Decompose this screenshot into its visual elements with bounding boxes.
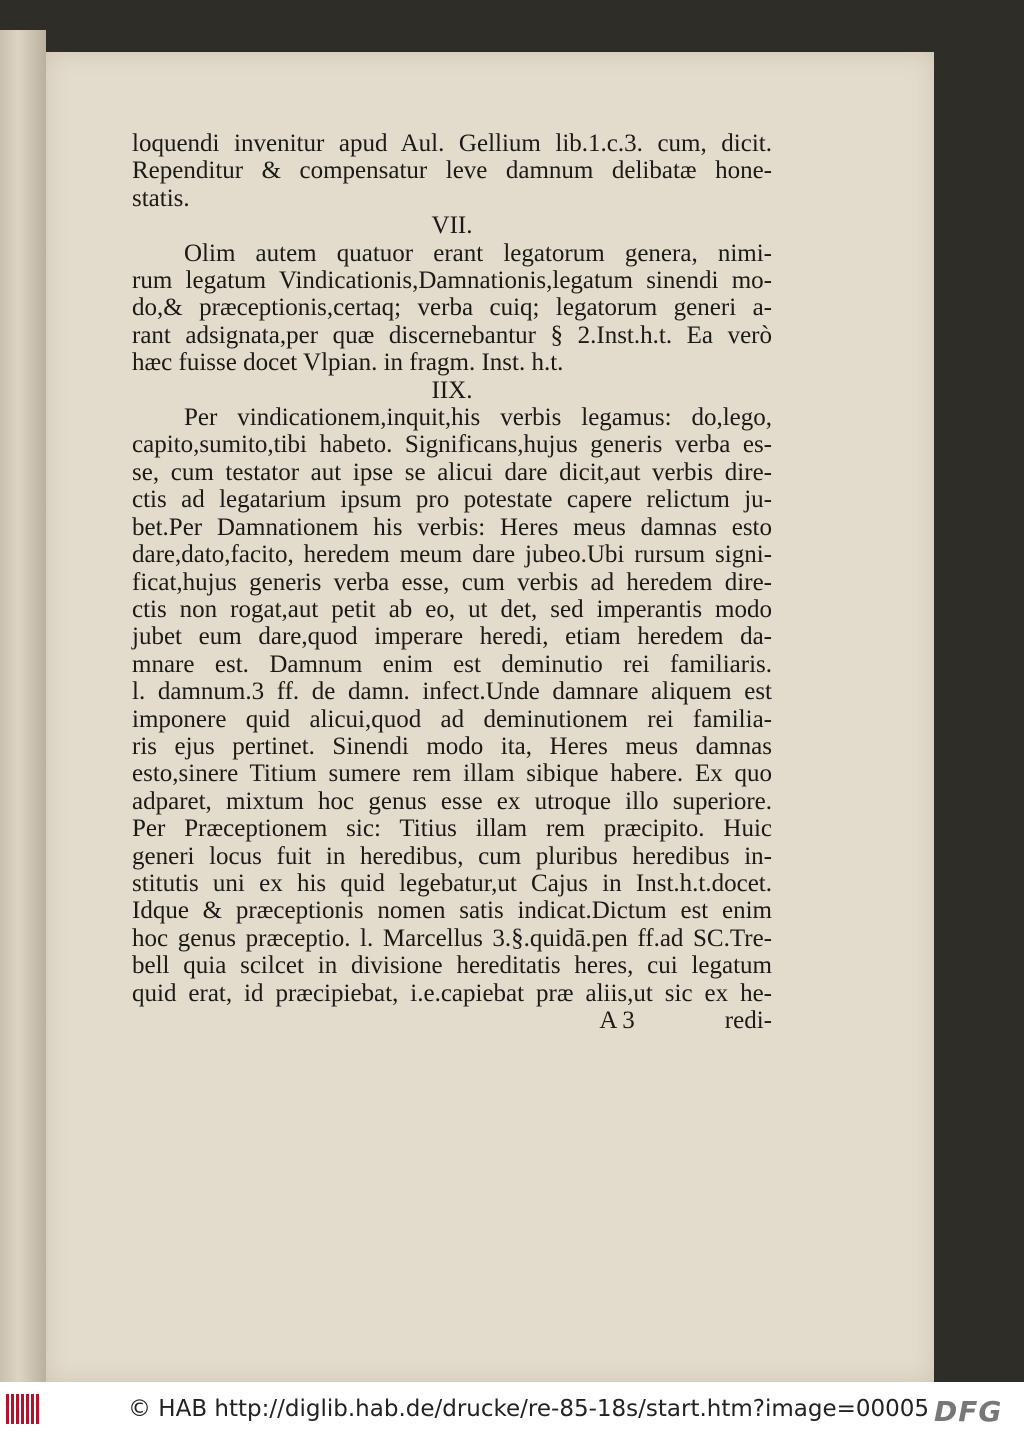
text-line: ficat,hujus generis verba esse, cum verbis ad heredem dire- — [132, 568, 772, 596]
text-line: esto,sinere Titium sumere rem illam sibique habere. Ex quo — [132, 760, 772, 788]
text-line: jubet eum dare,quod imperare heredi, etiam heredem da- — [132, 623, 772, 651]
hab-logo-icon — [6, 1394, 40, 1424]
text-line: Per Præceptionem sic: Titius illam rem præcipito. Huic — [132, 815, 772, 843]
text-line: Idque & præceptionis nomen satis indicat.Dictum est enim — [132, 897, 772, 925]
source-link[interactable]: © HAB http://diglib.hab.de/drucke/re-85-18s/start.htm?image=00005 — [128, 1396, 930, 1422]
text-line: mnare est. Damnum enim est deminutio rei familiaris. — [132, 650, 772, 678]
text-line: bell quia scilcet in divisione hereditatis heres, cui legatum — [132, 952, 772, 980]
section-heading: VII. — [431, 212, 473, 240]
text-line: rant adsignata,per quæ discernebantur § 2.Inst.h.t. Ea verò — [132, 321, 772, 349]
signature-mark: A 3 — [599, 1007, 635, 1034]
text-line: quid erat, id præcipiebat, i.e.capiebat præ aliis,ut sic ex he- — [132, 979, 772, 1007]
text-line: statis. — [132, 184, 190, 212]
text-line: ctis non rogat,aut petit ab eo, ut det, sed imperantis modo — [132, 595, 772, 623]
text-line: stitutis uni ex his quid legebatur,ut Cajus in Inst.h.t.docet. — [132, 869, 772, 897]
text-line: do,& præceptionis,certaq; verba cuiq; legatorum generi a- — [132, 294, 772, 322]
text-line: rum legatum Vindicationis,Damnationis,legatum sinendi mo- — [132, 267, 772, 295]
text-line: capito,sumito,tibi habeto. Significans,hujus generis verba es- — [132, 431, 772, 459]
catchword: redi- — [724, 1007, 772, 1034]
text-line: loquendi invenitur apud Aul. Gellium lib.1.c.3. cum, dicit. — [132, 130, 772, 157]
section-heading: IIX. — [431, 376, 473, 404]
text-line: dare,dato,facito, heredem meum dare jubeo.Ubi rursum signi- — [132, 541, 772, 569]
text-line: imponere quid alicui,quod ad deminutionem rei familia- — [132, 705, 772, 733]
text-line: hoc genus præceptio. l. Marcellus 3.§.quidā.pen ff.ad SC.Tre- — [132, 924, 772, 952]
text-line: adparet, mixtum hoc genus esse ex utroque illo superiore. — [132, 787, 772, 815]
text-line: l. damnum.3 ff. de damn. infect.Unde damnare aliquem est — [132, 678, 772, 706]
text-line: bet.Per Damnationem his verbis: Heres meus damnas esto — [132, 513, 772, 541]
page-footer-line — [132, 1007, 772, 1034]
adjacent-page-edge — [0, 30, 46, 1382]
text-line: Per vindicationem,inquit,his verbis legamus: do,lego, — [184, 404, 772, 432]
text-line: ctis ad legatarium ipsum pro potestate capere relictum ju- — [132, 486, 772, 514]
text-line: se, cum testator aut ipse se alicui dare dicit,aut verbis dire- — [132, 458, 772, 486]
text-line: generi locus fuit in heredibus, cum pluribus heredibus in- — [132, 842, 772, 870]
page-text — [132, 130, 772, 1034]
text-line: Olim autem quatuor erant legatorum genera, nimi- — [184, 239, 772, 267]
text-line: hæc fuisse docet Vlpian. in fragm. Inst. h.t. — [132, 349, 564, 377]
dfg-logo: DFG — [934, 1395, 1003, 1428]
text-line: ris ejus pertinet. Sinendi modo ita, Heres meus damnas — [132, 732, 772, 760]
text-line: Rependitur & compensatur leve damnum delibatæ hone- — [132, 157, 772, 185]
